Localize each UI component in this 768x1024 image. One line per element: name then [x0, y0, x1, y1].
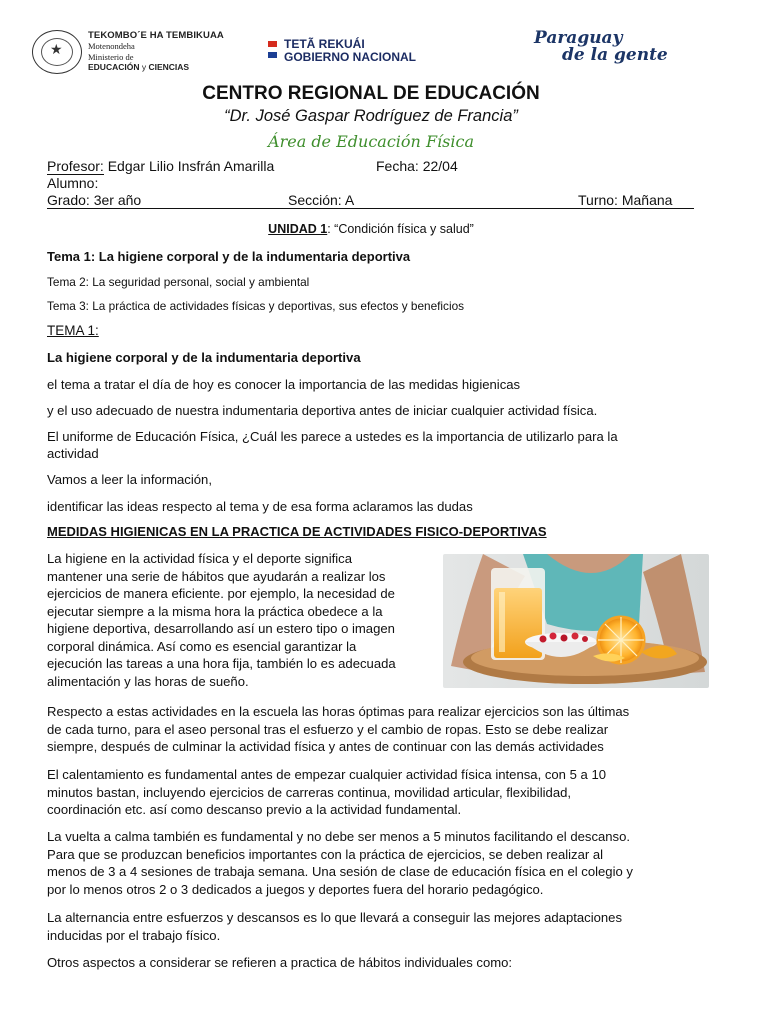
body-paragraph-5 — [47, 909, 622, 944]
body-line: de cada turno, para el aseo personal tras el esfuerzo y el cambio de ropas. Esto se debe realizar — [47, 721, 609, 737]
intro-p3b: actividad — [47, 446, 99, 461]
tema-1-line: Tema 1: La higiene corporal y de la indumentaria deportiva — [47, 249, 411, 264]
grado-field — [47, 192, 141, 208]
unidad-text: : “Condición física y salud” — [327, 222, 474, 236]
pz-line1: Paraguay — [534, 28, 623, 48]
body-line: El calentamiento es fundamental antes de empezar cualquier actividad física intensa, con 5 a 10 — [47, 767, 607, 782]
body-line: coordinación etc. así como descanso previo a la actividad fundamental. — [47, 802, 462, 817]
grado-row-underline — [47, 208, 694, 209]
section-heading: MEDIDAS HIGIENICAS EN LA PRACTICA DE ACTIVIDADES FISICO-DEPORTIVAS — [47, 524, 547, 539]
food-tray-illustration — [443, 554, 709, 688]
document-title: CENTRO REGIONAL DE EDUCACIÓN — [202, 83, 540, 104]
gob-line2: GOBIERNO NACIONAL — [284, 50, 416, 64]
tema1-heading: TEMA 1: — [47, 323, 99, 338]
seccion-field — [288, 192, 354, 208]
mec-line4: EDUCACIÓN y CIENCIAS — [88, 62, 190, 72]
turno-label: Turno: — [578, 192, 618, 208]
grado-value: 3er año — [93, 192, 142, 208]
body-line: Para que se produzcan beneficios importantes con la práctica de ejercicios, se deben realizar al — [47, 846, 604, 862]
fecha-label: Fecha: — [376, 158, 419, 174]
body-paragraph-2 — [47, 703, 629, 756]
flag-blue-bar — [268, 52, 277, 58]
mec-line2: Motenondeha — [88, 41, 135, 51]
intro-p4: Vamos a leer la información, — [47, 472, 212, 487]
tema1-title: La higiene corporal y de la indumentaria deportiva — [47, 350, 361, 365]
body-line: alimentación y las horas de sueño. — [47, 673, 249, 689]
gobierno-nacional-logo — [268, 38, 416, 64]
body-paragraph-4 — [47, 828, 633, 898]
turno-field — [578, 192, 672, 208]
body-line: ejecución las tareas a una hora fija, también lo es adecuada — [47, 656, 396, 671]
intro-p3a: El uniforme de Educación Física, ¿Cuál les parece a ustedes es la importancia de utilizarlo para la — [47, 429, 618, 444]
unidad-label: UNIDAD 1 — [268, 222, 328, 236]
area-heading: Área de Educación Física — [268, 132, 474, 151]
fecha-value: 22/04 — [422, 158, 458, 174]
fecha-field — [376, 158, 458, 174]
profesor-label: Profesor: — [47, 158, 104, 174]
mec-line3: Ministerio de — [88, 52, 134, 62]
alumno-field — [47, 175, 98, 191]
body-paragraph-1 — [47, 550, 396, 690]
body-line: higiene deportiva, desarrollando así un estero tipo o imagen — [47, 621, 395, 636]
body-line: La vuelta a calma también es fundamental y no debe ser menos a 5 minutos facilitando el descanso. — [47, 829, 631, 844]
body-paragraph-6: Otros aspectos a considerar se refieren a practica de hábitos individuales como: — [47, 955, 513, 970]
healthy-food-tray-image — [443, 554, 709, 688]
body-line: por lo menos otros 2 o 3 dedicados a juegos y deportes fuera del horario pedagógico. — [47, 881, 544, 897]
profesor-field — [47, 158, 274, 174]
tema-2-line: Tema 2: La seguridad personal, social y ambiental — [47, 275, 310, 289]
body-line: Respecto a estas actividades en la escuela las horas óptimas para realizar ejercicios son las últimas — [47, 704, 630, 719]
paraguay-de-la-gente-logo — [534, 30, 704, 64]
turno-value: Mañana — [621, 192, 673, 208]
alumno-label: Alumno: — [47, 175, 99, 191]
body-line: ejecutar siempre a la misma hora la práctica obedece a la — [47, 603, 383, 619]
gob-line1: TETÃ REKUÁI — [284, 37, 365, 51]
intro-p2: y el uso adecuado de nuestra indumentaria deportiva antes de iniciar cualquier actividad física. — [47, 403, 598, 418]
tema-3-line: Tema 3: La práctica de actividades físicas y deportivas, sus efectos y beneficios — [47, 299, 465, 313]
body-line: La higiene en la actividad física y el deporte significa — [47, 551, 352, 566]
body-paragraph-3 — [47, 766, 606, 819]
body-line: inducidas por el trabajo físico. — [47, 927, 221, 943]
pz-line2: de la gente — [562, 45, 668, 65]
mec-logo — [88, 31, 248, 72]
intro-p5: identificar las ideas respecto al tema y de esa forma aclaramos las dudas — [47, 499, 473, 514]
intro-p1: el tema a tratar el día de hoy es conocer la importancia de las medidas higienicas — [47, 377, 521, 392]
seccion-label: Sección: — [288, 192, 342, 208]
body-line: menos de 3 a 4 sesiones de trabaja semana. Una sesión de clase de educación física en el colegio y — [47, 864, 633, 879]
body-line: minutos bastan, incluyendo ejercicios de carreras continua, movilidad articular, flexibilidad, — [47, 784, 572, 800]
profesor-value: Edgar Lilio Insfrán Amarilla — [107, 158, 275, 174]
body-line: corporal dinámica. Así como es esencial garantizar la — [47, 638, 357, 654]
seccion-value: A — [344, 192, 355, 208]
body-line: mantener una serie de hábitos que ayudarán a realizar los — [47, 568, 386, 584]
document-subtitle: “Dr. José Gaspar Rodríguez de Francia” — [224, 107, 518, 125]
body-line: La alternancia entre esfuerzos y descansos es lo que llevará a conseguir las mejores adaptaciones — [47, 910, 623, 925]
body-line: siempre, después de culminar la actividad física y antes de continuar con las demás actividades — [47, 739, 604, 754]
national-seal-icon: ★ — [32, 30, 82, 74]
flag-red-bar — [268, 41, 277, 47]
mec-line1: TEKOMBO´E HA TEMBIKUAA — [88, 30, 224, 41]
unidad-heading — [0, 222, 742, 236]
body-line: ejercicios de manera eficiente. por ejemplo, la necesidad de — [47, 586, 395, 601]
grado-label: Grado: — [47, 192, 90, 208]
